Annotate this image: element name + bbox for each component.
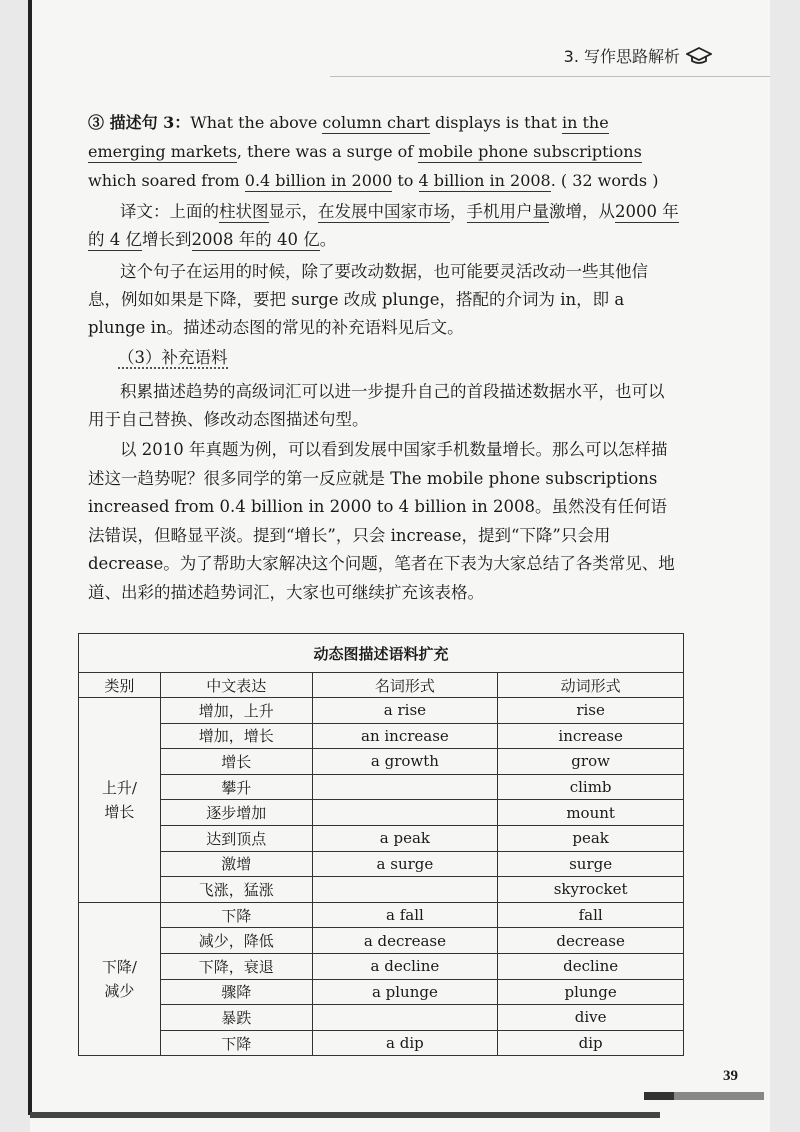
chinese-cell: 激增 [160, 851, 312, 877]
verb-cell: increase [498, 723, 684, 749]
table-row [79, 723, 684, 749]
text: What the above [190, 113, 323, 132]
header-noun: 名词形式 [312, 673, 498, 698]
noun-cell: a surge [312, 851, 498, 877]
table-row [79, 1005, 684, 1031]
header-category: 类别 [79, 673, 161, 698]
table-row [79, 851, 684, 877]
chinese-cell: 增加，增长 [160, 723, 312, 749]
underlined-phrase: 0.4 billion in 2000 [244, 171, 393, 190]
text: 译文：上面的 [120, 202, 219, 221]
chinese-cell: 下降 [160, 902, 312, 928]
underlined-phrase: 手机用户量 [466, 202, 549, 221]
noun-cell: a peak [312, 825, 498, 851]
table-row [79, 1030, 684, 1056]
footer-rule [30, 1112, 660, 1118]
text: 显示， [268, 202, 318, 221]
chinese-cell: 攀升 [160, 774, 312, 800]
table-row [79, 928, 684, 954]
noun-cell [312, 800, 498, 826]
verb-cell: fall [498, 902, 684, 928]
noun-cell: a fall [312, 902, 498, 928]
verb-cell: dip [498, 1030, 684, 1056]
underlined-phrase: in the emerging markets [88, 113, 609, 161]
table-header-row [79, 673, 684, 698]
text: to [392, 171, 419, 190]
table-row [79, 800, 684, 826]
header-verb: 动词形式 [498, 673, 684, 698]
running-header [564, 44, 712, 67]
header-chinese: 中文表达 [160, 673, 312, 698]
underlined-phrase: 柱状图 [219, 202, 269, 221]
noun-cell: a growth [312, 749, 498, 775]
text: ， [450, 202, 467, 221]
example-discussion: 以 2010 年真题为例，可以看到发展中国家手机数量增长。那么可以怎样描述这一趋势呢？很多同学的第一反应就是 The mobile phone subscriptions increased from 0.4 billion in 2000 to 4 billion in 2008。虽然没有任何语法错误，但略显平淡。提到“增长”，只会 increase，提到“下降”只会用 decrease。为了帮助大家解决这个问题，笔者在下表为大家总结了各类常见、地道、出彩的描述趋势词汇，大家也可继续扩充该表格。 [88, 440, 675, 602]
footer-bar [644, 1092, 764, 1100]
table-row [79, 749, 684, 775]
noun-cell: a decrease [312, 928, 498, 954]
underlined-phrase: 在发展中国家市场 [318, 202, 450, 221]
example-sentence-3 [88, 108, 680, 195]
chinese-cell: 飞涨，猛涨 [160, 877, 312, 903]
noun-cell: a dip [312, 1030, 498, 1056]
category-cell: 下降/ 减少 [79, 902, 161, 1056]
text: which soared from [88, 171, 245, 190]
trend-vocabulary-table [78, 633, 684, 1056]
underlined-phrase: 4 billion in 2008 [418, 171, 551, 190]
table-row [79, 953, 684, 979]
text: . ( 32 words ) [550, 171, 659, 190]
verb-cell: rise [498, 698, 684, 724]
verb-cell: decrease [498, 928, 684, 954]
chinese-cell: 逐步增加 [160, 800, 312, 826]
subheading-supplement [118, 344, 710, 372]
chinese-cell: 骤降 [160, 979, 312, 1005]
table-title: 动态图描述语料扩充 [79, 634, 684, 673]
supplement-intro: 积累描述趋势的高级词汇可以进一步提升自己的首段描述数据水平，也可以用于自己替换、修改动态图描述句型。 [88, 382, 665, 429]
noun-cell: a plunge [312, 979, 498, 1005]
chinese-cell: 下降，衰退 [160, 953, 312, 979]
page-number: 39 [723, 1068, 738, 1084]
verb-cell: decline [498, 953, 684, 979]
chinese-cell: 增长 [160, 749, 312, 775]
chinese-cell: 达到顶点 [160, 825, 312, 851]
noun-cell: a rise [312, 698, 498, 724]
noun-cell: an increase [312, 723, 498, 749]
noun-cell [312, 877, 498, 903]
label-describe-3: ③ 描述句 3： [88, 113, 191, 132]
graduation-cap-icon [686, 46, 712, 66]
verb-cell: plunge [498, 979, 684, 1005]
table-row [79, 825, 684, 851]
usage-note: 这个句子在运用的时候，除了要改动数据，也可能要灵活改动一些其他信息，例如如果是下降，要把 surge 改成 plunge，搭配的介词为 in，即 a plunge in。描述动态图的常见的补充语料见后文。 [88, 262, 648, 337]
verb-cell: peak [498, 825, 684, 851]
binding-edge [28, 0, 32, 1115]
table-row [79, 902, 684, 928]
section-title: 3. 写作思路解析 [563, 47, 680, 66]
noun-cell [312, 1005, 498, 1031]
text: 增长到 [142, 230, 192, 249]
chinese-cell: 暴跌 [160, 1005, 312, 1031]
category-cell: 上升/ 增长 [79, 698, 161, 903]
noun-cell: a decline [312, 953, 498, 979]
underlined-phrase: 2000 年的 4 亿 [88, 202, 679, 249]
text: 。 [319, 230, 337, 249]
table-row [79, 698, 684, 724]
verb-cell: climb [498, 774, 684, 800]
underlined-phrase: column chart [322, 113, 430, 132]
text: 激增，从 [549, 202, 615, 221]
subheading-text: （3）补充语料 [118, 348, 228, 367]
text: , there was a surge of [236, 142, 419, 161]
verb-cell: skyrocket [498, 877, 684, 903]
underlined-phrase: mobile phone subscriptions [418, 142, 642, 161]
table-row [79, 979, 684, 1005]
table-row [79, 877, 684, 903]
verb-cell: surge [498, 851, 684, 877]
chinese-cell: 下降 [160, 1030, 312, 1056]
underlined-phrase: 2008 年的 40 亿 [191, 230, 320, 249]
chinese-cell: 增加，上升 [160, 698, 312, 724]
verb-cell: grow [498, 749, 684, 775]
header-rule [330, 76, 770, 77]
verb-cell: dive [498, 1005, 684, 1031]
noun-cell [312, 774, 498, 800]
text: displays is that [429, 113, 562, 132]
translation [88, 198, 680, 254]
chinese-cell: 减少，降低 [160, 928, 312, 954]
verb-cell: mount [498, 800, 684, 826]
table-row [79, 774, 684, 800]
